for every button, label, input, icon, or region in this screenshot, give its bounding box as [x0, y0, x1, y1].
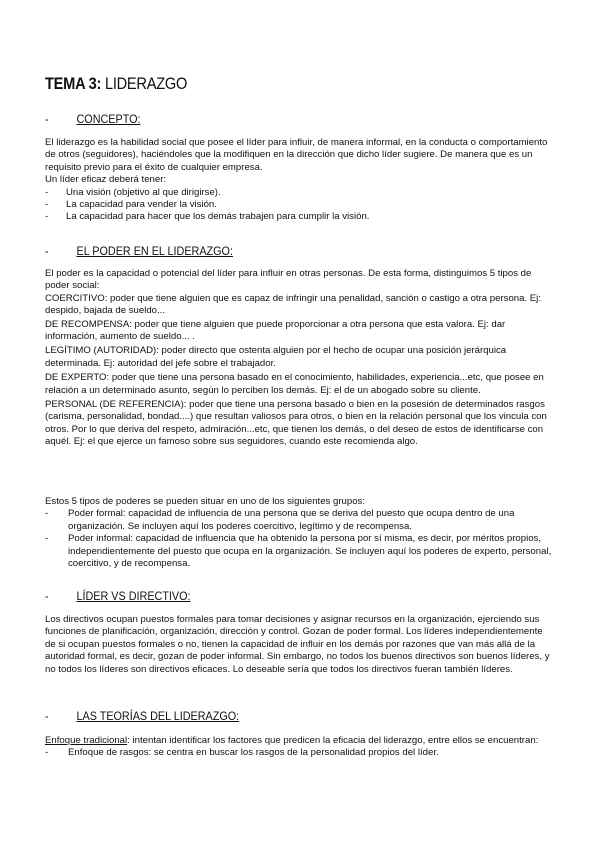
paragraph: [45, 735, 555, 747]
list-item: - Enfoque de rasgos: se centra en buscar los rasgos de la personalidad propios del líder.: [45, 747, 439, 759]
section-heading-teorias: - LAS TEORÍAS DEL LIDERAZGO:: [45, 709, 240, 723]
section-body-groups: [45, 496, 555, 570]
power-type-coercitivo: COERCITIVO: poder que tiene alguien que es capaz de infringir una penalidad, sanción o castigo a otra persona. Ej: despido, bajada de sueldo...: [45, 292, 541, 317]
paragraph: Los directivos ocupan puestos formales para tomar decisiones y asignar recursos en la organización, ejerciendo sus funciones de planificación, organización, dirección y control. Gozan de poder formal. Los líderes independientemente de si ocupan puestos formales o no, tienen la capacidad de influir en los demás por razones que van más allá de la autoridad formal, es decir, gozan de poder informal. Sin embargo, no todos los buenos directivos son buenos líderes, y no todos los líderes son directivos eficaces. Lo deseable sería que todos los directivos fueran también líderes.: [45, 614, 550, 675]
intro-rest: : intentan identificar los factores que predicen la eficacia del liderazgo, entre ellos se encuentran:: [127, 735, 539, 746]
list-item: - Poder informal: capacidad de influencia que ha obtenido la persona por sí misma, es decir, por méritos propios, independientemente del puesto que ocupa en la organización. Se incluyen aquí los poderes de experto, personal, coercitivo, y de recompensa.: [45, 533, 552, 570]
list-item: - Una visión (objetivo al que dirigirse).: [45, 186, 221, 198]
groups-intro: Estos 5 tipos de poderes se pueden situar en uno de los siguientes grupos:: [45, 496, 366, 507]
section-body-poder: [45, 268, 555, 449]
heading-text: EL PODER EN EL LIDERAZGO:: [76, 244, 233, 258]
heading-text: LÍDER VS DIRECTIVO:: [76, 589, 191, 603]
section-body-teorias: [45, 735, 555, 760]
list-item: - Poder formal: capacidad de influencia de una persona que se deriva del puesto que ocupa dentro de una organización. Se incluyen aquí los poderes coercitivo, legítimo y de recompensa.: [45, 508, 515, 532]
paragraph: El liderazgo es la habilidad social que posee el líder para influir, de manera informal, en la conducta o comportamiento de otros (seguidores), haciéndoles que la modifiquen en la dirección que dicho líder sugiere. De manera que es un requisito previo para el éxito de cualquier empresa.: [45, 137, 548, 173]
power-type-experto: DE EXPERTO: poder que tiene una persona basado en el conocimiento, habilidades, experiencia...etc, que posee en relación a un determinado asunto, según lo perciben los demás. Ej: el de un abogado sobre su cliente.: [45, 372, 544, 396]
heading-text: LAS TEORÍAS DEL LIDERAZGO:: [76, 709, 240, 723]
power-type-legitimo: LEGÍTIMO (AUTORIDAD): poder directo que ostenta alguien por el hecho de ocupar una posición jerárquica determinada. Ej: autoridad del jefe sobre el trabajador.: [45, 345, 507, 369]
power-type-personal: PERSONAL (DE REFERENCIA): poder que tiene una persona basado o bien en la posesión de determinados rasgos (carisma, personalidad, bondad....) que resultan valiosos para otros, o bien en la relación personal que los vincula con otros. Por lo que deriva del respeto, admiración...etc, que tienen los demás, o del deseo de estos de identificarse con aquél. Ej: el que ejerce un famoso sobre sus seguidores, cuando este recomienda algo.: [45, 399, 547, 448]
title-number: TEMA 3:: [45, 74, 102, 93]
title-text: LIDERAZGO: [104, 74, 188, 93]
list-item: - La capacidad para hacer que los demás trabajen para cumplir la visión.: [45, 211, 370, 223]
list-intro: Un líder eficaz deberá tener:: [45, 174, 167, 186]
section-body-concepto: [45, 137, 555, 224]
page-title: [45, 74, 187, 94]
section-body-lider: [45, 614, 555, 676]
section-heading-concepto: - CONCEPTO:: [45, 112, 141, 126]
paragraph: El poder es la capacidad o potencial del líder para influir en otras personas. De esta forma, distinguimos 5 tipos de poder social:: [45, 268, 532, 292]
list-item: - La capacidad para vender la visión.: [45, 199, 217, 211]
power-type-recompensa: DE RECOMPENSA: poder que tiene alguien que puede proporcionar a otra persona que esta valora. Ej: dar información, aumento de sueldo... .: [45, 318, 506, 343]
intro-label: Enfoque tradicional: [45, 735, 128, 746]
section-heading-lider: - LÍDER VS DIRECTIVO:: [45, 589, 191, 603]
section-heading-poder: - EL PODER EN EL LIDERAZGO:: [45, 244, 233, 258]
heading-text: CONCEPTO:: [76, 112, 141, 126]
